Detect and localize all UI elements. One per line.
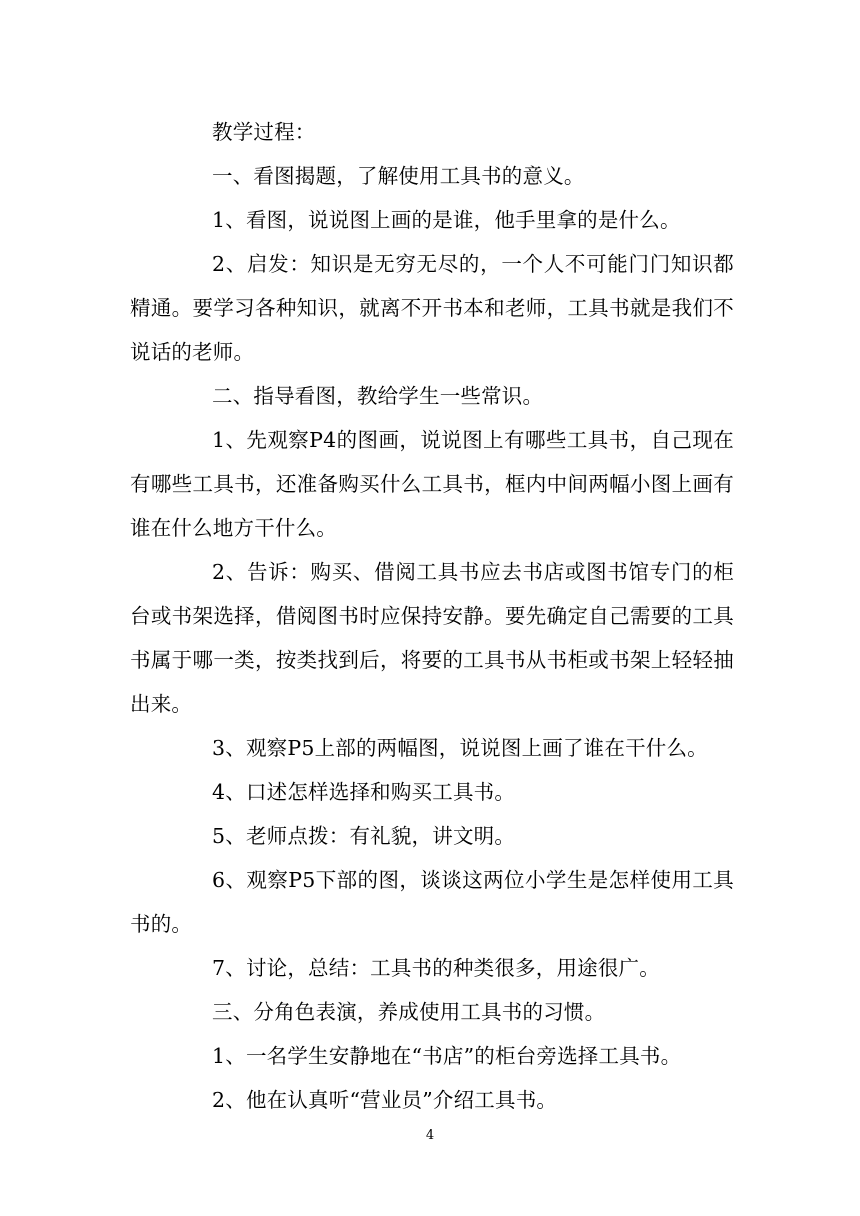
paragraph: 4、口述怎样选择和购买工具书。 — [212, 780, 516, 804]
paragraph: 1、一名学生安静地在“书店”的柜台旁选择工具书。 — [212, 1044, 682, 1068]
paragraph: 6、观察P5下部的图，谈谈这两位小学生是怎样使用工具书的。 — [130, 868, 734, 936]
paragraph: 2、他在认真听“营业员”介绍工具书。 — [212, 1088, 558, 1112]
section-heading-2: 二、指导看图，教给学生一些常识。 — [212, 384, 544, 408]
paragraph: 1、先观察P4的图画，说说图上有哪些工具书，自己现在有哪些工具书，还准备购买什么工具书，框内中间两幅小图上画有谁在什么地方干什么。 — [130, 428, 734, 540]
section-heading-3: 三、分角色表演，养成使用工具书的习惯。 — [212, 1000, 606, 1024]
paragraph: 5、老师点拨：有礼貌，讲文明。 — [212, 824, 516, 848]
page-number: 4 — [425, 1128, 435, 1143]
paragraph: 7、讨论，总结：工具书的种类很多，用途很广。 — [212, 956, 660, 980]
section-heading-1: 一、看图揭题，了解使用工具书的意义。 — [212, 164, 585, 188]
paragraph: 3、观察P5上部的两幅图，说说图上画了谁在干什么。 — [212, 736, 708, 760]
paragraph: 2、告诉：购买、借阅工具书应去书店或图书馆专门的柜台或书架选择，借阅图书时应保持安静。要先确定自己需要的工具书属于哪一类，按类找到后，将要的工具书从书柜或书架上轻轻抽出来。 — [130, 560, 734, 716]
paragraph: 2、启发：知识是无穷无尽的，一个人不可能门门知识都精通。要学习各种知识，就离不开书本和老师，工具书就是我们不说话的老师。 — [130, 252, 734, 364]
document-body — [130, 110, 734, 1122]
section-label-teaching-process: 教学过程： — [212, 120, 316, 144]
paragraph: 1、看图，说说图上画的是谁，他手里拿的是什么。 — [212, 208, 681, 232]
